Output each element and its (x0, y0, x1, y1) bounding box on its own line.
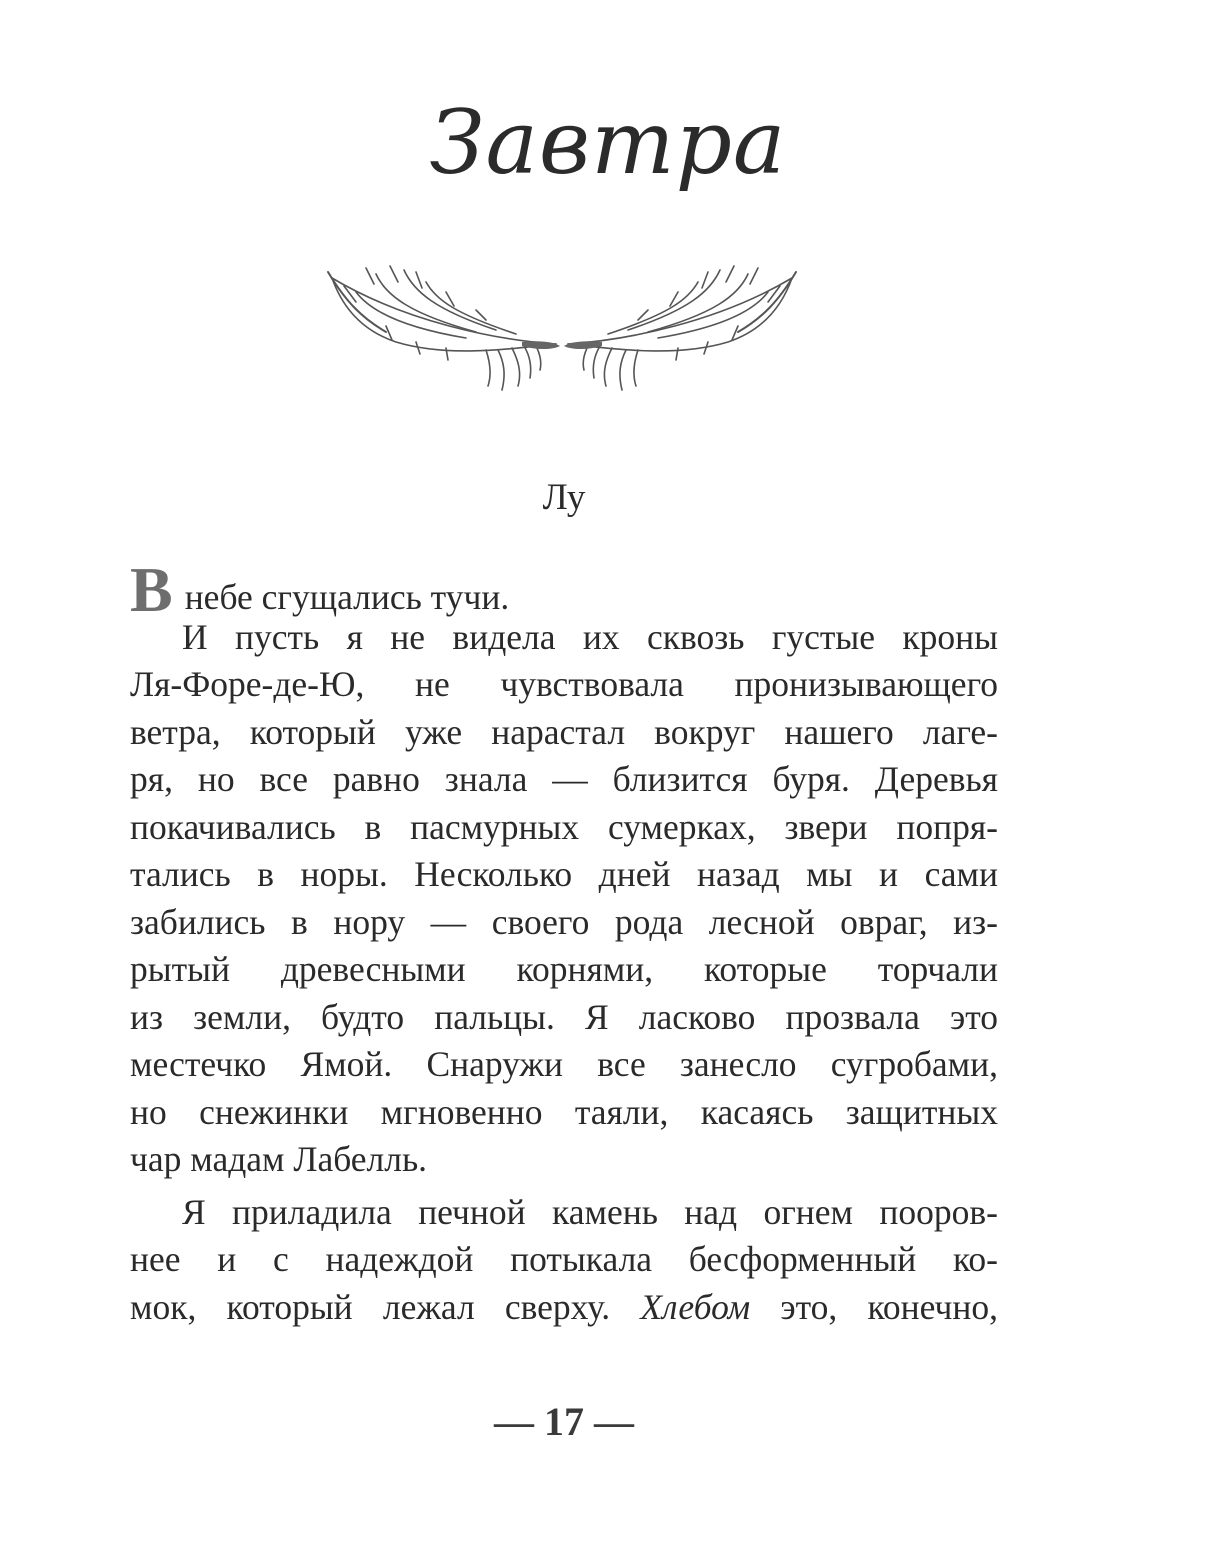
line-text: небе сгущались тучи. (184, 577, 510, 617)
narrator-name: Лу (542, 477, 586, 518)
paragraph-line: рытый древесными корнями, которые торчали (130, 949, 998, 989)
chapter-body (130, 554, 999, 1331)
drop-cap: В (130, 554, 173, 625)
paragraph-line: покачивались в пасмурных сумерках, звери попря- (130, 806, 998, 847)
paragraph-line: ря, но все равно знала — близится буря. Деревья (130, 759, 998, 799)
paragraph-line: Я приладила печной камень над огнем пооров- (182, 1191, 998, 1232)
chapter-title: Завтра (429, 91, 787, 194)
paragraph-line: чар мадам Лабелль. (130, 1139, 428, 1179)
line-text: мок, который лежал сверху. (130, 1286, 641, 1327)
paragraph-line: забились в нору — своего рода лесной овраг, из- (130, 901, 998, 942)
paragraph-line (130, 1284, 998, 1332)
page-number: — 17 — (494, 1399, 634, 1444)
line-text: это, конечно, (750, 1286, 999, 1327)
paragraph-line: нее и с надеждой потыкала бесформенный ко- (130, 1239, 998, 1279)
italic-word: Хлебом (640, 1286, 751, 1327)
paragraph-line: но снежинки мгновенно таяли, касаясь защитных (130, 1091, 998, 1132)
paragraph-line: тались в норы. Несколько дней назад мы и сами (130, 854, 998, 894)
paragraph-line: И пусть я не видела их сквозь густые кроны (182, 616, 998, 657)
paragraph-line: Ля-Форе-де-Ю, не чувствовала пронизывающего (130, 664, 998, 704)
paragraph-line (130, 554, 998, 625)
paragraph-line: из земли, будто пальцы. Я ласково прозвала это (130, 996, 998, 1037)
paragraph-line: ветра, который уже нарастал вокруг нашего лаге- (130, 711, 998, 752)
paragraph-line: местечко Ямой. Снаружи все занесло сугробами, (130, 1044, 998, 1084)
feather-wings-icon (326, 262, 798, 396)
